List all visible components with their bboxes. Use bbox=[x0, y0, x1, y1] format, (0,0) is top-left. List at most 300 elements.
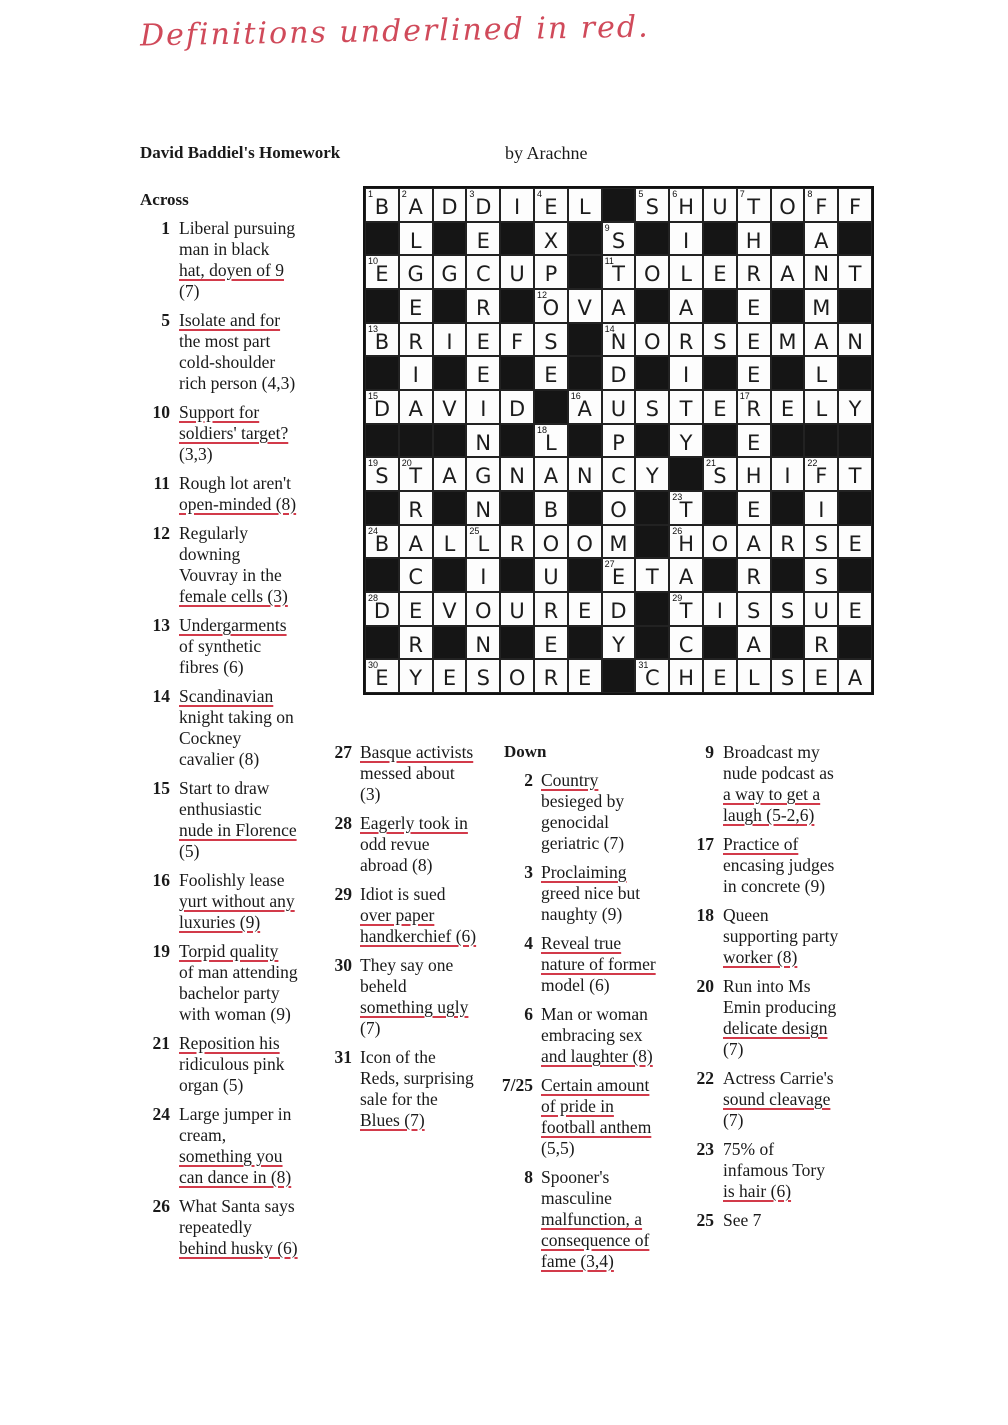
cell-letter: U bbox=[509, 262, 525, 287]
grid-cell[interactable] bbox=[534, 255, 568, 289]
grid-cell[interactable] bbox=[602, 525, 636, 559]
grid-block bbox=[365, 558, 399, 592]
cell-number: 2 bbox=[401, 189, 407, 199]
cell-number: 7 bbox=[739, 189, 745, 199]
cell-letter: B bbox=[374, 195, 390, 219]
grid-cell[interactable] bbox=[399, 390, 433, 424]
grid-cell[interactable] bbox=[466, 356, 500, 390]
grid-cell[interactable] bbox=[737, 356, 771, 390]
cell-letter: T bbox=[409, 464, 423, 489]
cell-letter: C bbox=[611, 464, 626, 489]
crossword-grid[interactable] bbox=[363, 186, 874, 695]
grid-cell[interactable] bbox=[399, 558, 433, 592]
cell-number: 8 bbox=[807, 189, 813, 199]
cell-letter: Y bbox=[409, 666, 423, 691]
clue-text-line: hat, doyen of 9 bbox=[179, 260, 284, 280]
grid-cell[interactable] bbox=[365, 592, 399, 626]
grid-cell[interactable] bbox=[602, 390, 636, 424]
cell-letter: G bbox=[407, 262, 424, 287]
clue-text-line: Queen bbox=[723, 905, 769, 925]
cell-letter: S bbox=[747, 599, 761, 623]
grid-cell[interactable] bbox=[534, 491, 568, 525]
clue-text-line: cold-shoulder bbox=[179, 352, 276, 372]
grid-block bbox=[771, 289, 805, 323]
clue-text-line: is hair (6) bbox=[723, 1181, 792, 1201]
grid-block bbox=[500, 424, 534, 458]
grid-cell[interactable] bbox=[669, 255, 703, 289]
grid-cell[interactable] bbox=[771, 659, 805, 693]
cell-letter: O bbox=[508, 666, 526, 691]
grid-cell[interactable] bbox=[399, 659, 433, 693]
grid-cell[interactable] bbox=[500, 188, 534, 222]
cell-number: 15 bbox=[368, 391, 379, 401]
clue-text-line: with woman (9) bbox=[179, 1004, 291, 1024]
grid-block bbox=[602, 188, 636, 222]
grid-cell[interactable] bbox=[838, 457, 872, 491]
grid-cell[interactable] bbox=[433, 592, 467, 626]
grid-cell[interactable] bbox=[399, 592, 433, 626]
grid-cell[interactable] bbox=[602, 222, 636, 256]
grid-cell[interactable] bbox=[703, 659, 737, 693]
grid-cell[interactable] bbox=[669, 659, 703, 693]
grid-cell[interactable] bbox=[568, 525, 602, 559]
cell-number: 24 bbox=[368, 525, 379, 536]
grid-cell[interactable] bbox=[466, 222, 500, 256]
clue-text-line: behind husky (6) bbox=[179, 1238, 298, 1258]
clue-text-line: man in black bbox=[179, 239, 270, 259]
grid-cell[interactable] bbox=[365, 525, 399, 559]
grid-cell[interactable] bbox=[771, 592, 805, 626]
grid-block bbox=[703, 424, 737, 458]
grid-cell[interactable] bbox=[466, 424, 500, 458]
cell-letter: L bbox=[443, 531, 456, 556]
cell-letter: O bbox=[576, 531, 593, 556]
cell-letter: E bbox=[747, 498, 761, 522]
cell-letter: I bbox=[716, 599, 723, 623]
grid-cell[interactable] bbox=[669, 356, 703, 390]
cell-number: 27 bbox=[604, 559, 615, 570]
grid-cell[interactable] bbox=[602, 424, 636, 458]
grid-cell[interactable] bbox=[804, 323, 838, 357]
grid-cell[interactable] bbox=[433, 255, 467, 289]
grid-cell[interactable] bbox=[635, 255, 669, 289]
grid-cell[interactable] bbox=[737, 626, 771, 660]
grid-cell[interactable] bbox=[804, 626, 838, 660]
clue-text-line: laugh (5-2,6) bbox=[723, 805, 815, 825]
grid-cell[interactable] bbox=[771, 323, 805, 357]
grid-cell[interactable] bbox=[602, 558, 636, 592]
clue-text-line: See 7 bbox=[723, 1210, 762, 1230]
clue-text-line: Broadcast my bbox=[723, 742, 820, 762]
cell-letter: S bbox=[645, 397, 659, 421]
grid-cell[interactable] bbox=[534, 592, 568, 626]
grid-cell[interactable] bbox=[568, 457, 602, 491]
grid-cell[interactable] bbox=[399, 222, 433, 256]
cell-letter: H bbox=[678, 531, 694, 556]
grid-block bbox=[365, 222, 399, 256]
grid-cell[interactable] bbox=[669, 222, 703, 256]
grid-cell[interactable] bbox=[500, 323, 534, 357]
clue-number: 4 bbox=[524, 933, 533, 953]
clue-number: 24 bbox=[152, 1104, 170, 1124]
grid-cell[interactable] bbox=[635, 659, 669, 693]
grid-cell[interactable] bbox=[804, 525, 838, 559]
grid-cell[interactable] bbox=[804, 558, 838, 592]
grid-cell[interactable] bbox=[669, 390, 703, 424]
grid-cell[interactable] bbox=[466, 525, 500, 559]
grid-block bbox=[771, 491, 805, 525]
grid-cell[interactable] bbox=[838, 592, 872, 626]
grid-cell[interactable] bbox=[838, 525, 872, 559]
cell-letter: X bbox=[543, 228, 559, 253]
grid-cell[interactable] bbox=[771, 390, 805, 424]
down-heading: Down bbox=[504, 742, 547, 761]
grid-block bbox=[703, 356, 737, 390]
grid-cell[interactable] bbox=[534, 457, 568, 491]
cell-letter: R bbox=[780, 531, 795, 556]
cell-number: 26 bbox=[672, 525, 683, 536]
grid-cell[interactable] bbox=[703, 255, 737, 289]
grid-cell[interactable] bbox=[737, 424, 771, 458]
cell-letter: E bbox=[578, 599, 592, 623]
grid-cell[interactable] bbox=[365, 255, 399, 289]
grid-cell[interactable] bbox=[838, 188, 872, 222]
grid-cell[interactable] bbox=[737, 592, 771, 626]
grid-cell[interactable] bbox=[635, 457, 669, 491]
clue-text-line: Country bbox=[541, 770, 599, 790]
grid-cell[interactable] bbox=[737, 255, 771, 289]
grid-block bbox=[771, 558, 805, 592]
clue-text-line: organ (5) bbox=[179, 1075, 244, 1095]
grid-cell[interactable] bbox=[804, 188, 838, 222]
cell-letter: A bbox=[408, 531, 423, 556]
grid-cell[interactable] bbox=[737, 659, 771, 693]
cell-letter: Y bbox=[645, 464, 659, 489]
cell-letter: A bbox=[543, 464, 559, 489]
grid-cell[interactable] bbox=[534, 289, 568, 323]
cell-letter: R bbox=[408, 632, 423, 657]
grid-cell[interactable] bbox=[568, 188, 602, 222]
cell-letter: T bbox=[679, 498, 693, 522]
grid-cell[interactable] bbox=[534, 659, 568, 693]
grid-cell[interactable] bbox=[804, 390, 838, 424]
grid-cell[interactable] bbox=[838, 390, 872, 424]
grid-block bbox=[500, 222, 534, 256]
cell-number: 19 bbox=[368, 458, 379, 469]
grid-cell[interactable] bbox=[466, 558, 500, 592]
grid-cell[interactable] bbox=[399, 323, 433, 357]
grid-cell[interactable] bbox=[737, 457, 771, 491]
cell-letter: T bbox=[848, 262, 862, 287]
grid-cell[interactable] bbox=[466, 323, 500, 357]
grid-block bbox=[568, 356, 602, 390]
grid-cell[interactable] bbox=[602, 255, 636, 289]
cell-number: 5 bbox=[638, 189, 644, 199]
clue-text-line: Proclaiming bbox=[541, 862, 627, 882]
grid-cell[interactable] bbox=[365, 188, 399, 222]
grid-cell[interactable] bbox=[737, 188, 771, 222]
grid-cell[interactable] bbox=[669, 626, 703, 660]
grid-cell[interactable] bbox=[804, 289, 838, 323]
clue-text-line: infamous Tory bbox=[723, 1160, 825, 1180]
clue-text-line: odd revue bbox=[360, 834, 430, 854]
grid-cell[interactable] bbox=[466, 188, 500, 222]
grid-cell[interactable] bbox=[466, 626, 500, 660]
grid-cell[interactable] bbox=[602, 626, 636, 660]
grid-cell[interactable] bbox=[737, 525, 771, 559]
clue-number: 29 bbox=[334, 884, 352, 904]
grid-cell[interactable] bbox=[534, 188, 568, 222]
clue-number: 12 bbox=[152, 523, 170, 543]
grid-cell[interactable] bbox=[568, 390, 602, 424]
clue-number: 1 bbox=[161, 218, 170, 238]
grid-cell[interactable] bbox=[466, 255, 500, 289]
clue-text-line: Start to draw bbox=[179, 778, 270, 798]
grid-cell[interactable] bbox=[669, 188, 703, 222]
cell-letter: E bbox=[375, 262, 389, 287]
cell-letter: N bbox=[610, 329, 627, 354]
grid-block bbox=[838, 424, 872, 458]
cell-letter: H bbox=[678, 195, 694, 219]
grid-cell[interactable] bbox=[703, 457, 737, 491]
grid-cell[interactable] bbox=[737, 491, 771, 525]
grid-cell[interactable] bbox=[669, 424, 703, 458]
grid-cell[interactable] bbox=[399, 525, 433, 559]
grid-cell[interactable] bbox=[500, 390, 534, 424]
grid-cell[interactable] bbox=[399, 457, 433, 491]
grid-cell[interactable] bbox=[602, 457, 636, 491]
cell-letter: S bbox=[611, 228, 626, 253]
cell-letter: N bbox=[475, 430, 492, 455]
grid-cell[interactable] bbox=[838, 255, 872, 289]
cell-letter: V bbox=[442, 599, 457, 623]
cell-letter: U bbox=[543, 565, 559, 590]
clue-text-line: embracing sex bbox=[541, 1025, 643, 1045]
clue-text-line: Foolishly lease bbox=[179, 870, 285, 890]
cell-letter: A bbox=[408, 195, 423, 219]
grid-cell[interactable] bbox=[602, 491, 636, 525]
grid-cell[interactable] bbox=[804, 255, 838, 289]
grid-cell[interactable] bbox=[466, 390, 500, 424]
cell-letter: H bbox=[745, 228, 762, 253]
grid-cell[interactable] bbox=[669, 491, 703, 525]
grid-cell[interactable] bbox=[399, 626, 433, 660]
grid-cell[interactable] bbox=[669, 525, 703, 559]
clue-text-line: What Santa says bbox=[179, 1196, 295, 1216]
grid-cell[interactable] bbox=[534, 222, 568, 256]
grid-cell[interactable] bbox=[534, 558, 568, 592]
cell-letter: L bbox=[409, 228, 422, 253]
grid-cell[interactable] bbox=[669, 592, 703, 626]
grid-cell[interactable] bbox=[534, 424, 568, 458]
clue-text-line: fame (3,4) bbox=[541, 1251, 614, 1271]
clue-number: 8 bbox=[524, 1167, 533, 1187]
cell-letter: M bbox=[812, 296, 831, 320]
clue-text-line: (7) bbox=[723, 1039, 744, 1059]
grid-cell[interactable] bbox=[804, 491, 838, 525]
grid-block bbox=[635, 626, 669, 660]
grid-cell[interactable] bbox=[500, 525, 534, 559]
grid-cell[interactable] bbox=[737, 390, 771, 424]
cell-number: 23 bbox=[672, 492, 683, 502]
cell-letter: L bbox=[815, 363, 828, 388]
grid-cell[interactable] bbox=[737, 323, 771, 357]
cell-letter: S bbox=[814, 565, 828, 590]
clue-text-line: cavalier (8) bbox=[179, 749, 260, 769]
grid-cell[interactable] bbox=[399, 491, 433, 525]
grid-cell[interactable] bbox=[466, 457, 500, 491]
grid-cell[interactable] bbox=[635, 188, 669, 222]
cell-number: 22 bbox=[807, 458, 818, 469]
grid-cell[interactable] bbox=[669, 558, 703, 592]
grid-cell[interactable] bbox=[771, 525, 805, 559]
cell-letter: A bbox=[814, 329, 829, 354]
grid-cell[interactable] bbox=[838, 659, 872, 693]
grid-cell[interactable] bbox=[365, 323, 399, 357]
clue-number: 6 bbox=[524, 1004, 533, 1024]
grid-block bbox=[500, 356, 534, 390]
grid-cell[interactable] bbox=[534, 626, 568, 660]
cell-letter: I bbox=[682, 363, 690, 388]
grid-cell[interactable] bbox=[602, 592, 636, 626]
grid-block bbox=[365, 289, 399, 323]
grid-cell[interactable] bbox=[635, 390, 669, 424]
clue-number: 17 bbox=[696, 834, 714, 854]
cell-letter: I bbox=[412, 363, 419, 388]
cell-letter: B bbox=[374, 329, 390, 354]
cell-letter: S bbox=[713, 464, 727, 489]
grid-block bbox=[433, 289, 467, 323]
clue-text-line: Reds, surprising bbox=[360, 1068, 474, 1088]
grid-cell[interactable] bbox=[500, 255, 534, 289]
clue-text-line: can dance in (8) bbox=[179, 1167, 292, 1187]
cell-letter: S bbox=[375, 464, 389, 489]
grid-cell[interactable] bbox=[466, 289, 500, 323]
grid-cell[interactable] bbox=[804, 659, 838, 693]
grid-cell[interactable] bbox=[771, 255, 805, 289]
grid-cell[interactable] bbox=[703, 323, 737, 357]
grid-cell[interactable] bbox=[737, 558, 771, 592]
grid-cell[interactable] bbox=[365, 457, 399, 491]
grid-cell[interactable] bbox=[466, 491, 500, 525]
grid-cell[interactable] bbox=[602, 356, 636, 390]
cell-letter: G bbox=[441, 262, 458, 287]
clue-text-line: and laughter (8) bbox=[541, 1046, 653, 1066]
cell-letter: T bbox=[848, 464, 862, 489]
grid-cell[interactable] bbox=[534, 525, 568, 559]
grid-cell[interactable] bbox=[703, 390, 737, 424]
grid-cell[interactable] bbox=[771, 188, 805, 222]
grid-cell[interactable] bbox=[433, 390, 467, 424]
grid-cell[interactable] bbox=[635, 323, 669, 357]
grid-cell[interactable] bbox=[771, 457, 805, 491]
grid-cell[interactable] bbox=[500, 592, 534, 626]
clue-text-line: yurt without any bbox=[179, 891, 295, 911]
grid-cell[interactable] bbox=[703, 592, 737, 626]
grid-cell[interactable] bbox=[534, 323, 568, 357]
cell-number: 31 bbox=[638, 660, 649, 671]
cell-letter: A bbox=[577, 397, 592, 421]
grid-cell[interactable] bbox=[500, 457, 534, 491]
cell-letter: I bbox=[480, 397, 487, 421]
grid-cell[interactable] bbox=[433, 457, 467, 491]
grid-cell[interactable] bbox=[804, 457, 838, 491]
grid-cell[interactable] bbox=[804, 592, 838, 626]
cell-letter: R bbox=[543, 666, 559, 691]
grid-cell[interactable] bbox=[500, 659, 534, 693]
clue-text-line: nude podcast as bbox=[723, 763, 834, 783]
grid-cell[interactable] bbox=[804, 222, 838, 256]
clue-text-line: sale for the bbox=[360, 1089, 438, 1109]
cell-number: 11 bbox=[604, 256, 614, 267]
grid-cell[interactable] bbox=[466, 592, 500, 626]
grid-block bbox=[635, 491, 669, 525]
cell-letter: E bbox=[409, 296, 423, 320]
cell-letter: S bbox=[780, 666, 795, 691]
grid-block bbox=[669, 457, 703, 491]
clue-text-line: handkerchief (6) bbox=[360, 926, 477, 946]
cell-letter: E bbox=[375, 666, 389, 691]
grid-cell[interactable] bbox=[737, 289, 771, 323]
clue-number: 25 bbox=[696, 1210, 714, 1230]
cell-letter: E bbox=[442, 666, 457, 691]
grid-cell[interactable] bbox=[568, 289, 602, 323]
grid-block bbox=[838, 289, 872, 323]
grid-cell[interactable] bbox=[433, 188, 467, 222]
grid-cell[interactable] bbox=[703, 188, 737, 222]
cell-number: 25 bbox=[469, 525, 480, 536]
grid-cell[interactable] bbox=[433, 659, 467, 693]
grid-cell[interactable] bbox=[602, 323, 636, 357]
grid-cell[interactable] bbox=[838, 323, 872, 357]
cell-letter: E bbox=[476, 363, 490, 388]
cell-letter: R bbox=[746, 397, 761, 421]
cell-number: 10 bbox=[368, 256, 379, 267]
grid-cell[interactable] bbox=[703, 525, 737, 559]
grid-cell[interactable] bbox=[399, 289, 433, 323]
cell-letter: A bbox=[678, 565, 694, 590]
grid-cell[interactable] bbox=[737, 222, 771, 256]
grid-cell[interactable] bbox=[568, 659, 602, 693]
grid-cell[interactable] bbox=[399, 356, 433, 390]
clue-number: 23 bbox=[696, 1139, 714, 1159]
grid-cell[interactable] bbox=[804, 356, 838, 390]
clue-text-line: Large jumper in bbox=[179, 1104, 292, 1124]
grid-cell[interactable] bbox=[568, 592, 602, 626]
cell-letter: E bbox=[476, 329, 490, 354]
grid-cell[interactable] bbox=[534, 356, 568, 390]
cell-letter: O bbox=[711, 531, 729, 556]
grid-cell[interactable] bbox=[433, 525, 467, 559]
grid-cell[interactable] bbox=[433, 323, 467, 357]
grid-cell[interactable] bbox=[365, 390, 399, 424]
grid-cell[interactable] bbox=[635, 558, 669, 592]
cell-letter: E bbox=[780, 397, 795, 421]
grid-cell[interactable] bbox=[669, 323, 703, 357]
grid-cell[interactable] bbox=[669, 289, 703, 323]
grid-cell[interactable] bbox=[399, 188, 433, 222]
grid-cell[interactable] bbox=[399, 255, 433, 289]
cell-letter: N bbox=[847, 329, 863, 354]
grid-cell[interactable] bbox=[466, 659, 500, 693]
cell-letter: V bbox=[442, 397, 457, 421]
cell-letter: B bbox=[543, 498, 559, 522]
grid-block bbox=[568, 491, 602, 525]
cell-letter: V bbox=[577, 296, 592, 320]
clue-number: 28 bbox=[334, 813, 352, 833]
grid-cell[interactable] bbox=[365, 659, 399, 693]
grid-cell[interactable] bbox=[602, 289, 636, 323]
